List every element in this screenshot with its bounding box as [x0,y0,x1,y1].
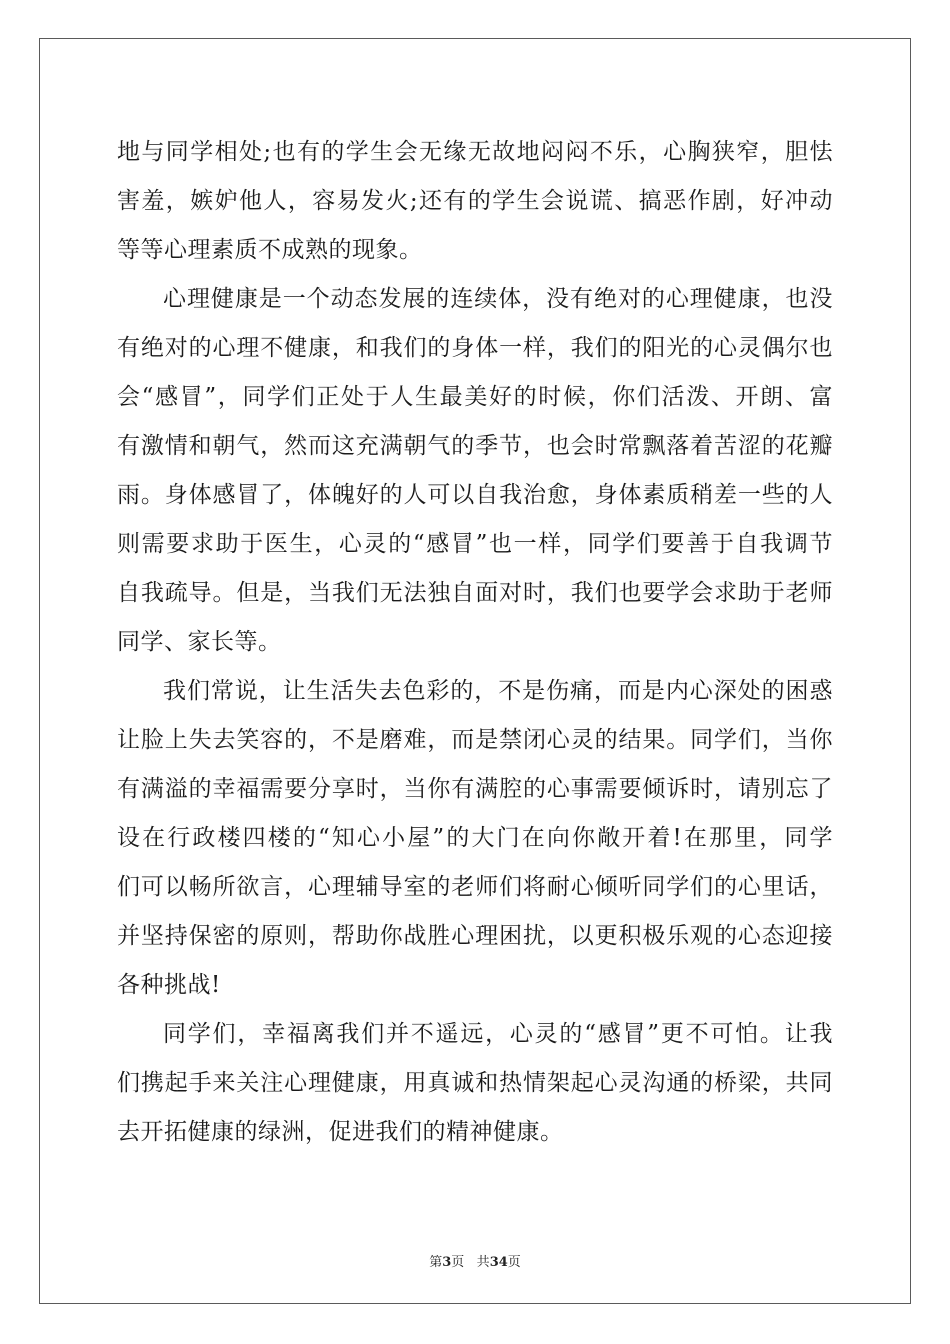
text-line: 有满溢的幸福需要分享时，当你有满腔的心事需要倾诉时，请别忘了 [117,776,833,802]
text-line: 各种挑战! [117,972,221,998]
text-line: 心理健康是一个动态发展的连续体，没有绝对的心理健康，也没 [163,286,833,312]
text-line: 同学们，幸福离我们并不遥远，心灵的“感冒”更不可怕。让我 [163,1021,833,1047]
text-line: 雨。身体感冒了，体魄好的人可以自我治愈，身体素质稍差一些的人 [117,482,833,508]
paragraph-4 [117,1010,833,1157]
text-line: 害羞，嫉妒他人，容易发火;还有的学生会说谎、搞恶作剧，好冲动 [117,188,833,214]
page-number: 3 [442,1255,452,1270]
text-line: 则需要求助于医生，心灵的“感冒”也一样，同学们要善于自我调节 [117,531,833,557]
text-line: 设在行政楼四楼的“知心小屋”的大门在向你敞开着!在那里，同学 [117,825,833,851]
text-line: 同学、家长等。 [117,629,282,655]
text-line: 去开拓健康的绿洲，促进我们的精神健康。 [117,1119,564,1145]
paragraph-1 [117,128,833,275]
total-prefix: 共 [476,1255,490,1270]
text-line: 自我疏导。但是，当我们无法独自面对时，我们也要学会求助于老师 [117,580,833,606]
text-line: 们携起手来关注心理健康，用真诚和热情架起心灵沟通的桥梁，共同 [117,1070,833,1096]
text-line: 我们常说，让生活失去色彩的，不是伤痛，而是内心深处的困惑 [163,678,833,704]
total-pages: 34 [489,1255,508,1270]
page-suffix: 页 [451,1255,465,1270]
text-line: 们可以畅所欲言，心理辅导室的老师们将耐心倾听同学们的心里话， [117,874,833,900]
paragraph-3 [117,667,833,1010]
total-suffix: 页 [507,1255,521,1270]
text-line: 会“感冒”，同学们正处于人生最美好的时候，你们活泼、开朗、富 [117,384,833,410]
paragraph-2 [117,275,833,667]
text-line: 地与同学相处;也有的学生会无缘无故地闷闷不乐，心胸狭窄，胆怯 [117,139,833,165]
page-prefix: 第 [429,1255,443,1270]
page-footer [0,1251,950,1270]
document-body [117,128,833,1157]
text-line: 有激情和朝气，然而这充满朝气的季节，也会时常飘落着苦涩的花瓣 [117,433,833,459]
text-line: 等等心理素质不成熟的现象。 [117,237,423,263]
text-line: 让脸上失去笑容的，不是磨难，而是禁闭心灵的结果。同学们，当你 [117,727,833,753]
text-line: 有绝对的心理不健康，和我们的身体一样，我们的阳光的心灵偶尔也 [117,335,833,361]
text-line: 并坚持保密的原则，帮助你战胜心理困扰，以更积极乐观的心态迎接 [117,923,833,949]
